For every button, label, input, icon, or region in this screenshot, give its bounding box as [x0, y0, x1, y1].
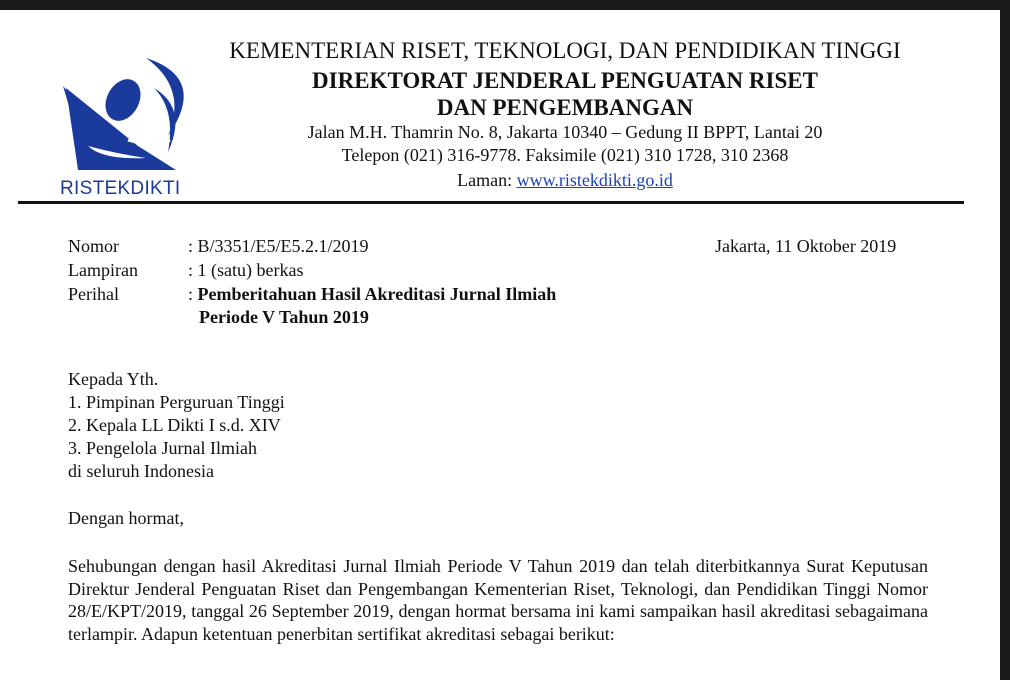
phone-line: Telepon (021) 316-9778. Faksimile (021) 310 1728, 310 2368 [341, 145, 789, 165]
perihal-line-2: Periode V Tahun 2019 [199, 307, 369, 327]
website-line [190, 170, 940, 191]
nomor-label: Nomor [68, 236, 119, 256]
ristekdikti-logo [58, 48, 203, 208]
letterhead-divider [18, 201, 964, 204]
recipient-item: 2. Kepala LL Dikti I s.d. XIV [68, 415, 281, 435]
website-link[interactable]: www.ristekdikti.go.id [516, 170, 673, 190]
directorate-line-1: DIREKTORAT JENDERAL PENGUATAN RISET [312, 68, 818, 93]
recipient-item: 3. Pengelola Jurnal Ilmiah [68, 438, 257, 458]
nomor-value: : B/3351/E5/E5.2.1/2019 [188, 236, 369, 256]
perihal-value: : Pemberitahuan Hasil Akreditasi Jurnal Ilmiah [188, 284, 557, 304]
perihal-line-1: Pemberitahuan Hasil Akreditasi Jurnal Ilmiah [197, 284, 557, 304]
logo-emblem-icon [58, 48, 203, 183]
body-paragraph: Sehubungan dengan hasil Akreditasi Jurnal Ilmiah Periode V Tahun 2019 dan telah diterbitkannya Surat Keputusan Direktur Jenderal Penguatan Riset dan Pengembangan Kementerian Riset, Teknologi, dan Pendidikan Tinggi Nomor 28/E/KPT/2019, tanggal 26 September 2019, dengan hormat bersama ini kami sampaikan hasil akreditasi sebagaimana terlampir. Adapun ketentuan penerbitan sertifikat akreditasi sebagai berikut: [68, 556, 928, 644]
address-line: Jalan M.H. Thamrin No. 8, Jakarta 10340 – Gedung II BPPT, Lantai 20 [307, 122, 823, 142]
lampiran-value: : 1 (satu) berkas [188, 260, 304, 280]
lampiran-label: Lampiran [68, 260, 138, 280]
website-label: Laman: [457, 170, 517, 190]
letter-page [0, 10, 1000, 680]
ministry-name: KEMENTERIAN RISET, TEKNOLOGI, DAN PENDIDIKAN TINGGI [229, 38, 901, 63]
perihal-label: Perihal [68, 284, 119, 304]
directorate-line-2: DAN PENGEMBANGAN [436, 95, 694, 120]
logo-wordmark: RISTEKDIKTI [60, 178, 181, 199]
recipient-item: 1. Pimpinan Perguruan Tinggi [68, 392, 285, 412]
recipient-salutation: Kepada Yth. [68, 369, 159, 389]
recipient-location: di seluruh Indonesia [68, 461, 214, 481]
greeting: Dengan hormat, [68, 508, 184, 528]
place-date: Jakarta, 11 Oktober 2019 [715, 236, 897, 256]
